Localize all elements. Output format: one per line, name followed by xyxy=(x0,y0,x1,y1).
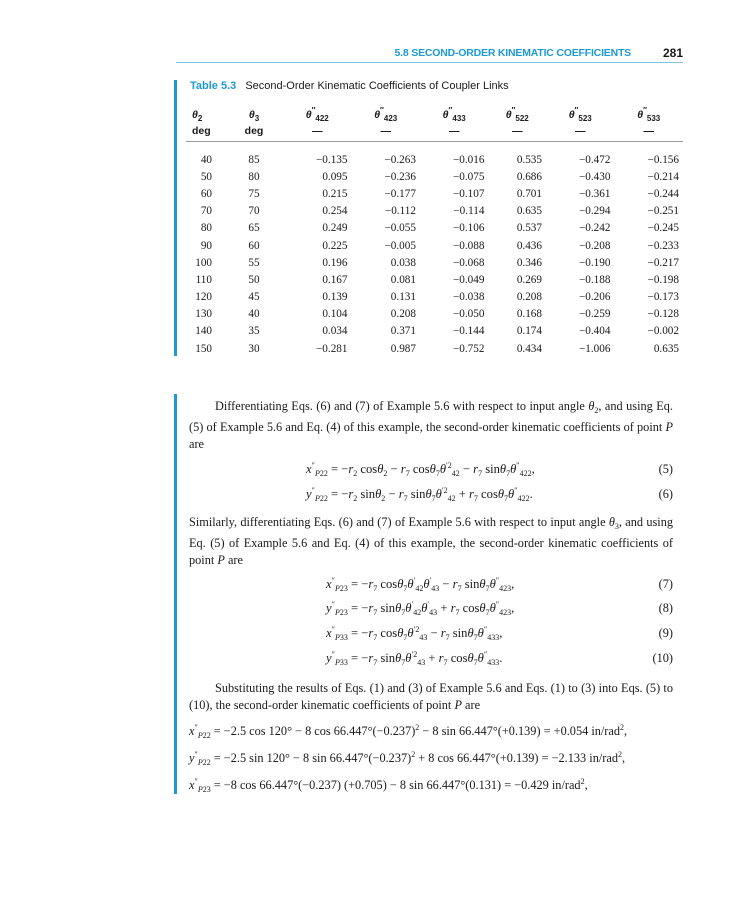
paragraph-2: Similarly, differentiating Eqs. (6) and (7) of Example 5.6 with respect to input angle $\theta_3$, and using Eq. (5) of Example 5.6 and Eq. (4) of this example, the second-order kinematic coefficients of point P are xyxy=(189,515,674,567)
col-theta422: $\theta''_{422}$ — xyxy=(305,106,329,137)
equation-8: $y''_{P23} = -r_7$ $\sin\theta_7\theta'_{42}\theta'_{43} + r_7$ $\cos\theta_7\theta''_{423}$, xyxy=(326,600,515,617)
table-cell: −0.068 xyxy=(452,256,485,269)
table-cell: 0.249 xyxy=(322,222,348,235)
table-cell: 45 xyxy=(248,291,260,304)
table-cell: −0.294 xyxy=(578,205,611,218)
table-cell: −0.002 xyxy=(647,325,679,338)
table-cell: −0.128 xyxy=(647,308,679,321)
table-cell: 60 xyxy=(248,239,260,252)
table-cell: 0.686 xyxy=(516,170,542,183)
substitution-3: $x''_{P23} = -8$ cos 66.447°(−0.237) (+0.705) − 8 sin 66.447°(0.131) = −0.429 in/rad$^2$, xyxy=(189,777,588,794)
equation-9: $x''_{P33} = -r_7$ $\cos\theta_7\theta^{'2}_{43} - r_7$ $\sin\theta_7\theta''_{433}$, xyxy=(326,625,503,642)
col-theta433: $\theta''_{433}$ — xyxy=(442,106,466,137)
table-cell: 60 xyxy=(200,187,212,200)
table-cell: 0.167 xyxy=(322,273,348,286)
substitution-2: $y''_{P22} = -2.5$ sin 120° − 8 $\sin 66.447^\circ(-0.237)^2 + 8$ cos 66.447°(+0.139) = −2.133 in/rad$^2$, xyxy=(189,750,626,767)
table-cell: 0.436 xyxy=(516,239,542,252)
table-cell: −0.188 xyxy=(578,273,611,286)
table-cell: 30 xyxy=(248,342,260,355)
col-theta3: $\theta_3$ deg xyxy=(244,109,264,137)
equation-10: $y''_{P33} = -r_7$ $\sin\theta_7\theta^{'2}_{43} + r_7$ $\cos\theta_7\theta''_{433}$. xyxy=(326,650,503,667)
header-rule xyxy=(176,62,683,63)
table-header-row xyxy=(186,102,683,142)
table-cell: 50 xyxy=(248,273,260,286)
table-cell: −0.016 xyxy=(452,153,485,166)
table-cell: 0.987 xyxy=(390,342,416,355)
table-cell: −0.245 xyxy=(647,222,679,235)
paragraph-1: Differentiating Eqs. (6) and (7) of Example 5.6 with respect to input angle $\theta_2$, and using Eq. (5) of Example 5.6 and Eq. (4) of this example, the second-order kinematic coefficients of point P are xyxy=(189,399,674,451)
table-row xyxy=(186,323,683,340)
table-cell: 0.434 xyxy=(516,342,542,355)
equation-5: $x''_{P22} = -r_2$ $\cos\theta_2 - r_7$ $\cos\theta_7\theta^{'2}_{42} - r_7$ $\sin\theta_7\theta''_{422}$, xyxy=(306,461,535,478)
table-cell: 90 xyxy=(200,239,212,252)
table-cell: 50 xyxy=(200,170,212,183)
table-cell: 150 xyxy=(195,342,212,355)
table-cell: 0.196 xyxy=(322,256,348,269)
eq-number-8: (8) xyxy=(658,601,673,615)
table-cell: 0.139 xyxy=(322,291,348,304)
table-cell: −0.156 xyxy=(647,153,679,166)
table-cell: 65 xyxy=(248,222,260,235)
table-cell: 110 xyxy=(195,273,212,286)
table-cell: 80 xyxy=(248,170,260,183)
table-cell: 0.371 xyxy=(390,325,416,338)
col-theta423: $\theta''_{423}$ — xyxy=(374,106,398,137)
page-number: 281 xyxy=(662,46,683,60)
col-theta533: $\theta''_{533}$ — xyxy=(637,106,661,137)
running-header xyxy=(190,44,683,64)
table-cell: −0.259 xyxy=(578,308,611,321)
table-cell: 70 xyxy=(200,205,212,218)
table-cell: 0.537 xyxy=(516,222,542,235)
eq-number-7: (7) xyxy=(658,577,673,591)
table-cell: −0.251 xyxy=(647,205,679,218)
table-cell: −0.107 xyxy=(452,187,485,200)
table-label: Table 5.3 xyxy=(190,80,237,92)
table-row xyxy=(186,203,683,220)
table-cell: 0.095 xyxy=(322,170,348,183)
table-cell: −0.244 xyxy=(647,187,679,200)
table-cell: −0.217 xyxy=(647,256,679,269)
table-margin-bar xyxy=(174,80,177,356)
table-row xyxy=(186,168,683,185)
table-cell: −0.144 xyxy=(452,325,485,338)
table-cell: 100 xyxy=(195,256,212,269)
table-cell: −0.049 xyxy=(452,273,485,286)
table-cell: 35 xyxy=(248,325,260,338)
table-cell: −0.198 xyxy=(647,273,679,286)
table-cell: −0.263 xyxy=(384,153,416,166)
table-cell: −0.281 xyxy=(316,342,348,355)
table-cell: −0.005 xyxy=(384,239,416,252)
table-cell: 0.535 xyxy=(516,153,542,166)
table-cell: −0.206 xyxy=(578,291,611,304)
table-row xyxy=(186,306,683,323)
table-cell: 80 xyxy=(200,222,212,235)
table-cell: −0.106 xyxy=(452,222,485,235)
table-cell: −0.114 xyxy=(453,205,485,218)
table-cell: 0.174 xyxy=(516,325,542,338)
table-cell: 0.225 xyxy=(322,239,348,252)
table-cell: −0.430 xyxy=(578,170,611,183)
table-cell: 0.215 xyxy=(322,187,348,200)
table-cell: 0.701 xyxy=(516,187,542,200)
table-cell: −0.050 xyxy=(452,308,485,321)
table-title: Second-Order Kinematic Coefficients of Coupler Links xyxy=(245,80,509,92)
table-row xyxy=(186,254,683,271)
table-cell: −0.208 xyxy=(578,239,611,252)
table-cell: 75 xyxy=(248,187,260,200)
table-cell: 0.038 xyxy=(390,256,416,269)
table-row xyxy=(186,185,683,202)
table-cell: −0.242 xyxy=(578,222,611,235)
table-cell: 0.081 xyxy=(390,273,416,286)
table-cell: −0.088 xyxy=(452,239,485,252)
section-title: 5.8 SECOND-ORDER KINEMATIC COEFFICIENTS xyxy=(394,47,631,59)
table-cell: 0.034 xyxy=(322,325,348,338)
table-cell: 140 xyxy=(195,325,212,338)
table-cell: −0.112 xyxy=(384,205,416,218)
table-cell: 0.208 xyxy=(390,308,416,321)
table-cell: −0.135 xyxy=(316,153,348,166)
table-cell: −0.361 xyxy=(578,187,611,200)
table-caption xyxy=(190,80,509,92)
table-row xyxy=(186,220,683,237)
table-cell: −0.752 xyxy=(452,342,485,355)
eq-number-6: (6) xyxy=(658,487,673,501)
table-cell: 85 xyxy=(248,153,260,166)
eq-number-5: (5) xyxy=(658,462,673,476)
equation-7: $x''_{P23} = -r_7$ $\cos\theta_7\theta'_{42}\theta'_{43} - r_7$ $\sin\theta_7\theta''_{423}$, xyxy=(326,576,515,593)
table-cell: −0.177 xyxy=(384,187,416,200)
table-cell: 40 xyxy=(248,308,260,321)
table-cell: 130 xyxy=(195,308,212,321)
table-cell: −0.236 xyxy=(384,170,416,183)
col-theta2: $\theta_2$ deg xyxy=(192,109,211,137)
table-cell: 0.635 xyxy=(516,205,542,218)
table-cell: 55 xyxy=(248,256,260,269)
table-cell: −0.055 xyxy=(384,222,416,235)
col-theta522: $\theta''_{522}$ — xyxy=(505,106,529,137)
table-cell: 0.254 xyxy=(322,205,348,218)
table-row xyxy=(186,271,683,288)
eq-number-9: (9) xyxy=(658,626,673,640)
table-cell: 70 xyxy=(248,205,260,218)
substitution-1: $x''_{P22} = -2.5$ cos 120° − 8 $\cos 66.447^\circ(-0.237)^2 - 8$ sin 66.447°(+0.139) = +0.054 in/rad$^2$, xyxy=(189,723,628,740)
table-row xyxy=(186,142,683,169)
table-row xyxy=(186,237,683,254)
table-cell: −0.190 xyxy=(578,256,611,269)
eq-number-10: (10) xyxy=(652,651,673,665)
table-cell: 0.168 xyxy=(516,308,542,321)
table-cell: 0.104 xyxy=(322,308,348,321)
table-cell: −0.038 xyxy=(452,291,485,304)
table-row xyxy=(186,289,683,306)
table-cell: 120 xyxy=(195,291,212,304)
table-cell: −1.006 xyxy=(578,342,611,355)
table-cell: −0.075 xyxy=(452,170,485,183)
col-theta523: $\theta''_{523}$ — xyxy=(568,106,592,137)
equation-6: $y''_{P22} = -r_2$ $\sin\theta_2 - r_7$ $\sin\theta_7\theta^{'2}_{42} + r_7$ $\cos\theta_7\theta''_{422}$. xyxy=(306,486,533,503)
table-cell: −0.472 xyxy=(578,153,611,166)
text-margin-bar xyxy=(174,394,177,794)
table-cell: 0.635 xyxy=(653,342,679,355)
coefficients-table xyxy=(186,102,683,357)
table-cell: −0.233 xyxy=(647,239,679,252)
table-cell: −0.214 xyxy=(647,170,679,183)
table-cell: −0.404 xyxy=(578,325,611,338)
table-cell: −0.173 xyxy=(647,291,679,304)
paragraph-3: Substituting the results of Eqs. (1) and (3) of Example 5.6 and Eqs. (1) to (3) into Eqs. (5) to (10), the second-order kinematic coefficients of point P are xyxy=(189,681,673,712)
table-cell: 0.346 xyxy=(516,256,542,269)
table-cell: 0.208 xyxy=(516,291,542,304)
table-cell: 40 xyxy=(200,153,212,166)
table-cell: 0.269 xyxy=(516,273,542,286)
table-cell: 0.131 xyxy=(390,291,416,304)
table-row xyxy=(186,340,683,357)
